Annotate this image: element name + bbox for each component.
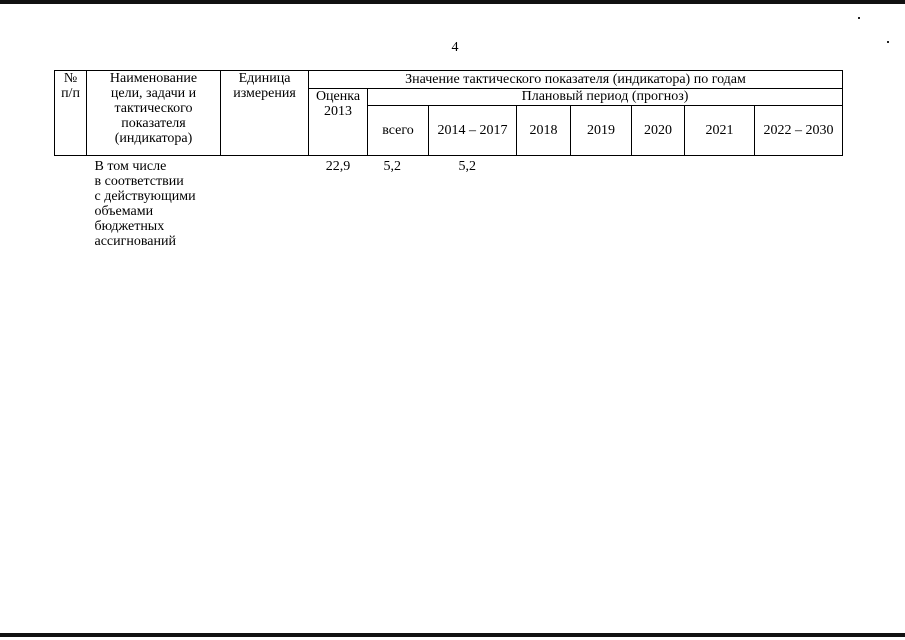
- header-estimate-2013: [309, 89, 368, 156]
- header-plan-2018: 2018: [517, 106, 571, 156]
- header-name-line-3: тактического: [114, 101, 193, 116]
- row-name-line-1: В том числе: [94, 159, 167, 174]
- row-estimate-2013-cell: 22,9: [325, 159, 351, 174]
- header-number-line-1: №: [63, 71, 78, 86]
- header-value-group: Значение тактического показателя (индикатора) по годам: [309, 71, 843, 89]
- scan-speck: [858, 17, 860, 19]
- header-plan-2021: 2021: [685, 106, 755, 156]
- header-number-line-2: п/п: [61, 86, 80, 101]
- row-name-cell: [87, 156, 221, 250]
- row-2019-cell: [571, 156, 632, 250]
- row-name-line-5: бюджетных: [94, 219, 165, 234]
- header-estimate-line-1: Оценка: [315, 89, 361, 104]
- header-estimate-line-2: 2013: [324, 104, 352, 119]
- header-plan-2020: 2020: [632, 106, 685, 156]
- row-name-line-3: с действующими: [94, 189, 196, 204]
- row-2014-2017-cell: 5,2: [458, 159, 476, 174]
- row-name-line-2: в соответствии: [94, 174, 184, 189]
- row-unit-cell: [221, 156, 309, 250]
- row-2021-cell: [685, 156, 755, 250]
- row-name-line-6: ассигнований: [94, 234, 176, 249]
- header-plan-2022-2030: 2022 – 2030: [755, 106, 843, 156]
- table-row: [55, 156, 843, 250]
- header-unit: [221, 71, 309, 156]
- scan-speck: [887, 41, 889, 43]
- header-name-line-2: цели, задачи и: [110, 86, 197, 101]
- header-plan-group: Плановый период (прогноз): [368, 89, 843, 106]
- page-number: 4: [451, 40, 459, 55]
- row-name-line-4: объемами: [94, 204, 154, 219]
- header-number: [55, 71, 87, 156]
- header-unit-line-1: Единица: [238, 71, 291, 86]
- row-total-cell: 5,2: [383, 159, 401, 174]
- header-name-line-4: показателя: [121, 116, 186, 131]
- row-number-cell: [55, 156, 87, 250]
- row-2018-cell: [517, 156, 571, 250]
- top-border-line: [0, 0, 905, 4]
- indicator-table: [54, 70, 843, 249]
- header-plan-total: всего: [368, 106, 429, 156]
- header-plan-2014-2017: 2014 – 2017: [429, 106, 517, 156]
- row-2020-cell: [632, 156, 685, 250]
- header-name-line-5: (индикатора): [114, 131, 193, 146]
- header-plan-2019: 2019: [571, 106, 632, 156]
- bottom-border-line: [0, 633, 905, 637]
- header-name-line-1: Наименование: [109, 71, 198, 86]
- row-2022-2030-cell: [755, 156, 843, 250]
- header-name: [87, 71, 221, 156]
- header-unit-line-2: измерения: [233, 86, 296, 101]
